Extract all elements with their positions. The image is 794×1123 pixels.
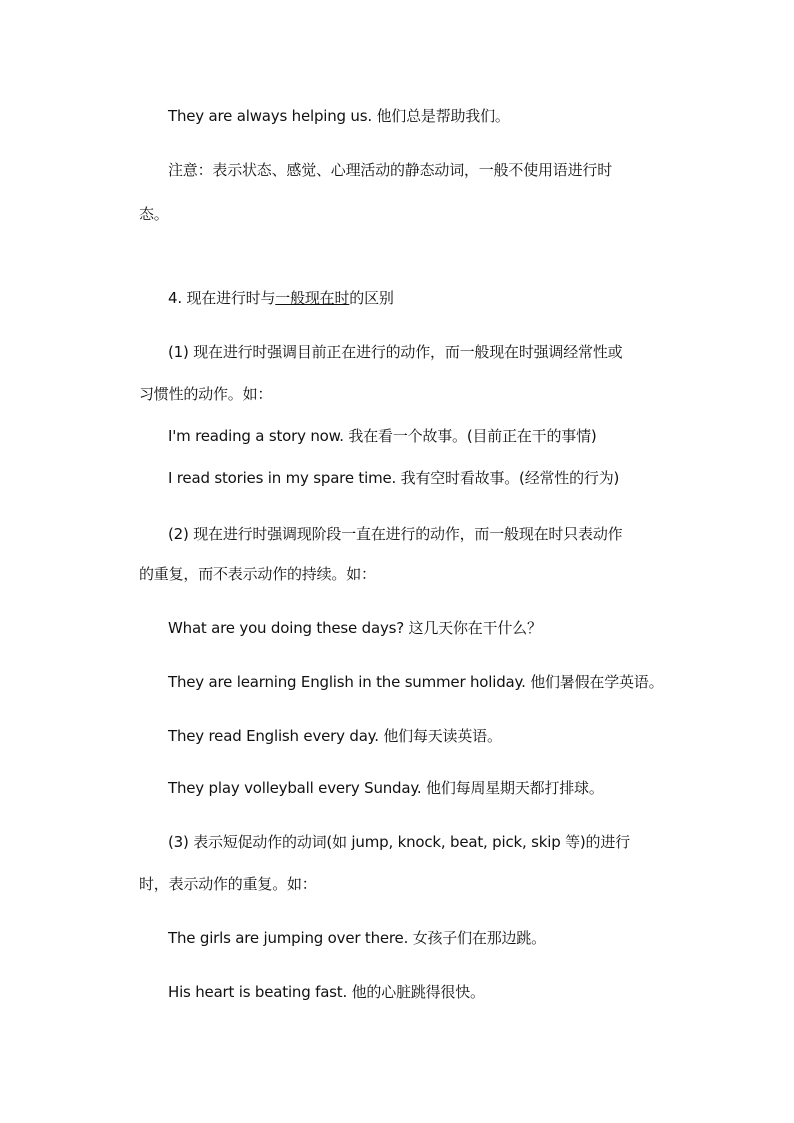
example-sentence: They read English every day. 他们每天读英语。 [168,727,502,745]
point-3-continued: 时，表示动作的重复。如： [139,875,317,893]
point-3: (3) 表示短促动作的动词(如 jump, knock, beat, pick, skip 等)的进行 [168,833,630,851]
example-sentence: They play volleyball every Sunday. 他们每周星期天都打排球。 [168,779,604,797]
example-sentence: His heart is beating fast. 他的心脏跳得很快。 [168,983,485,1001]
example-sentence: I'm reading a story now. 我在看一个故事。(目前正在干的事情) [168,427,597,445]
point-2-continued: 的重复，而不表示动作的持续。如： [139,565,376,583]
section-heading [168,288,394,308]
point-2: (2) 现在进行时强调现阶段一直在进行的动作，而一般现在时只表动作 [168,525,623,543]
example-sentence: The girls are jumping over there. 女孩子们在那边跳。 [168,929,546,947]
section-heading-prefix: 4. 现在进行时与 [168,289,276,307]
point-1: (1) 现在进行时强调目前正在进行的动作，而一般现在时强调经常性或 [168,343,623,361]
note-paragraph-continued: 态。 [139,205,169,223]
underlined-term: 一般现在时 [275,289,350,307]
example-sentence: I read stories in my spare time. 我有空时看故事。(经常性的行为) [168,469,620,487]
example-sentence: They are learning English in the summer holiday. 他们暑假在学英语。 [168,673,664,691]
point-1-continued: 习惯性的动作。如： [139,385,273,403]
example-sentence: They are always helping us. 他们总是帮助我们。 [168,107,510,125]
note-paragraph: 注意：表示状态、感觉、心理活动的静态动词，一般不使用语进行时 [168,161,613,179]
section-heading-suffix: 的区别 [349,289,394,307]
example-sentence: What are you doing these days? 这几天你在干什么？ [168,619,542,637]
